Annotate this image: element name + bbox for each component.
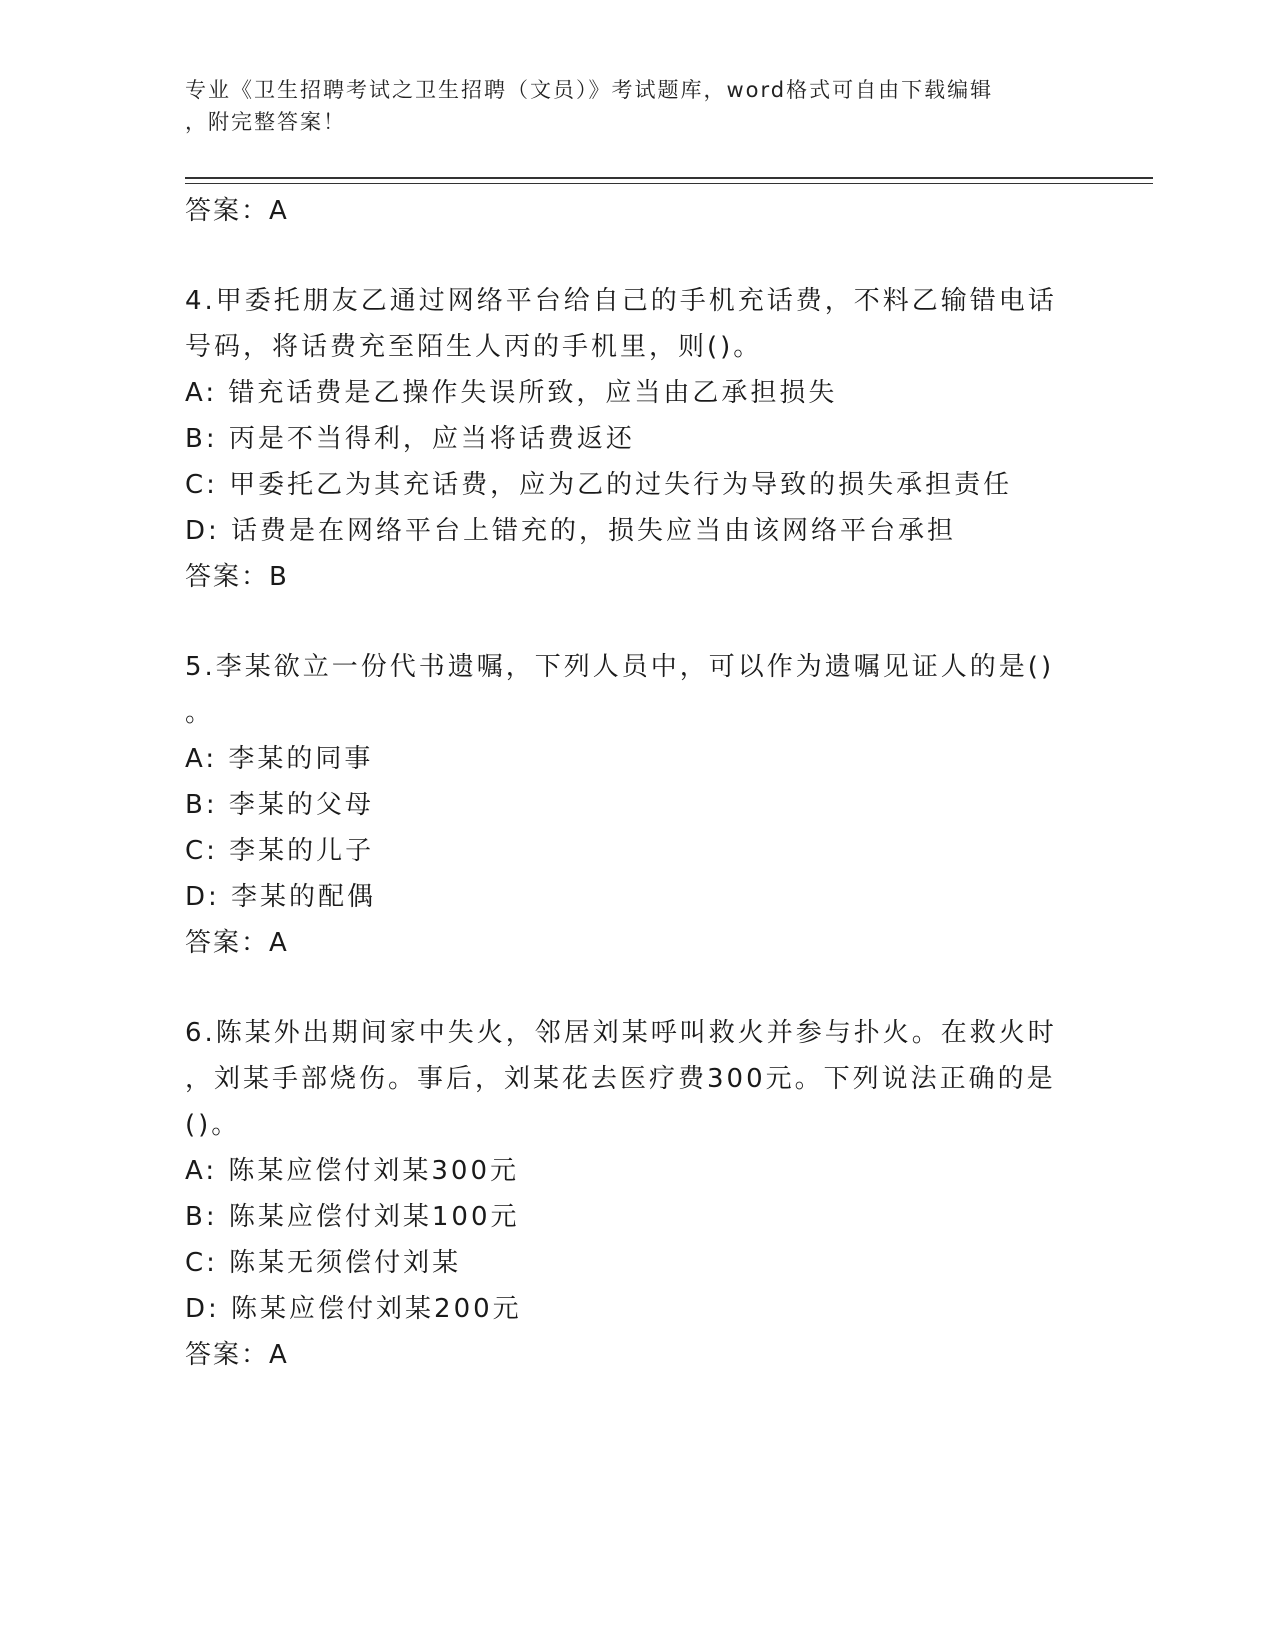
question-6 [185, 1010, 1065, 1378]
option-d: D: 李某的配偶 [185, 882, 377, 912]
header-line-2: ，附完整答案！ [185, 110, 346, 134]
question-4 [185, 278, 1065, 600]
option-a: A: 陈某应偿付刘某300元 [185, 1156, 519, 1186]
option-d: D: 话费是在网络平台上错充的，损失应当由该网络平台承担 [185, 516, 957, 546]
option-b: B: 李某的父母 [185, 790, 374, 820]
option-c: C: 甲委托乙为其充话费，应为乙的过失行为导致的损失承担责任 [185, 470, 1013, 500]
option-c: C: 陈某无须偿付刘某 [185, 1248, 462, 1278]
question-stem-line: ，刘某手部烧伤。事后，刘某花去医疗费300元。下列说法正确的是 [185, 1064, 1056, 1094]
header-rule-thick [185, 177, 1153, 179]
option-b: B: 陈某应偿付刘某100元 [185, 1202, 520, 1232]
question-stem-line: 5.李某欲立一份代书遗嘱，下列人员中，可以作为遗嘱见证人的是() [185, 652, 1055, 682]
option-c: C: 李某的儿子 [185, 836, 375, 866]
header-line-1: 专业《卫生招聘考试之卫生招聘（文员）》考试题库，word格式可自由下载编辑 [185, 78, 994, 102]
document-body [185, 188, 1065, 1378]
question-5 [185, 644, 1065, 966]
question-stem-line: 号码，将话费充至陌生人丙的手机里，则()。 [185, 332, 763, 362]
question-stem-line: 。 [185, 698, 215, 728]
document-header [185, 74, 1065, 138]
option-b: B: 丙是不当得利，应当将话费返还 [185, 424, 635, 454]
answer-line: 答案：A [185, 928, 289, 958]
answer-line: 答案：B [185, 562, 289, 592]
question-stem-line: ()。 [185, 1110, 241, 1140]
answer-line: 答案：A [185, 196, 289, 226]
option-a: A: 李某的同事 [185, 744, 374, 774]
answer-line: 答案：A [185, 1340, 289, 1370]
option-a: A: 错充话费是乙操作失误所致，应当由乙承担损失 [185, 378, 838, 408]
option-d: D: 陈某应偿付刘某200元 [185, 1294, 522, 1324]
question-stem-line: 4.甲委托朋友乙通过网络平台给自己的手机充话费，不料乙输错电话 [185, 286, 1057, 316]
header-rule-thin [185, 183, 1153, 184]
question-stem-line: 6.陈某外出期间家中失火，邻居刘某呼叫救火并参与扑火。在救火时 [185, 1018, 1057, 1048]
